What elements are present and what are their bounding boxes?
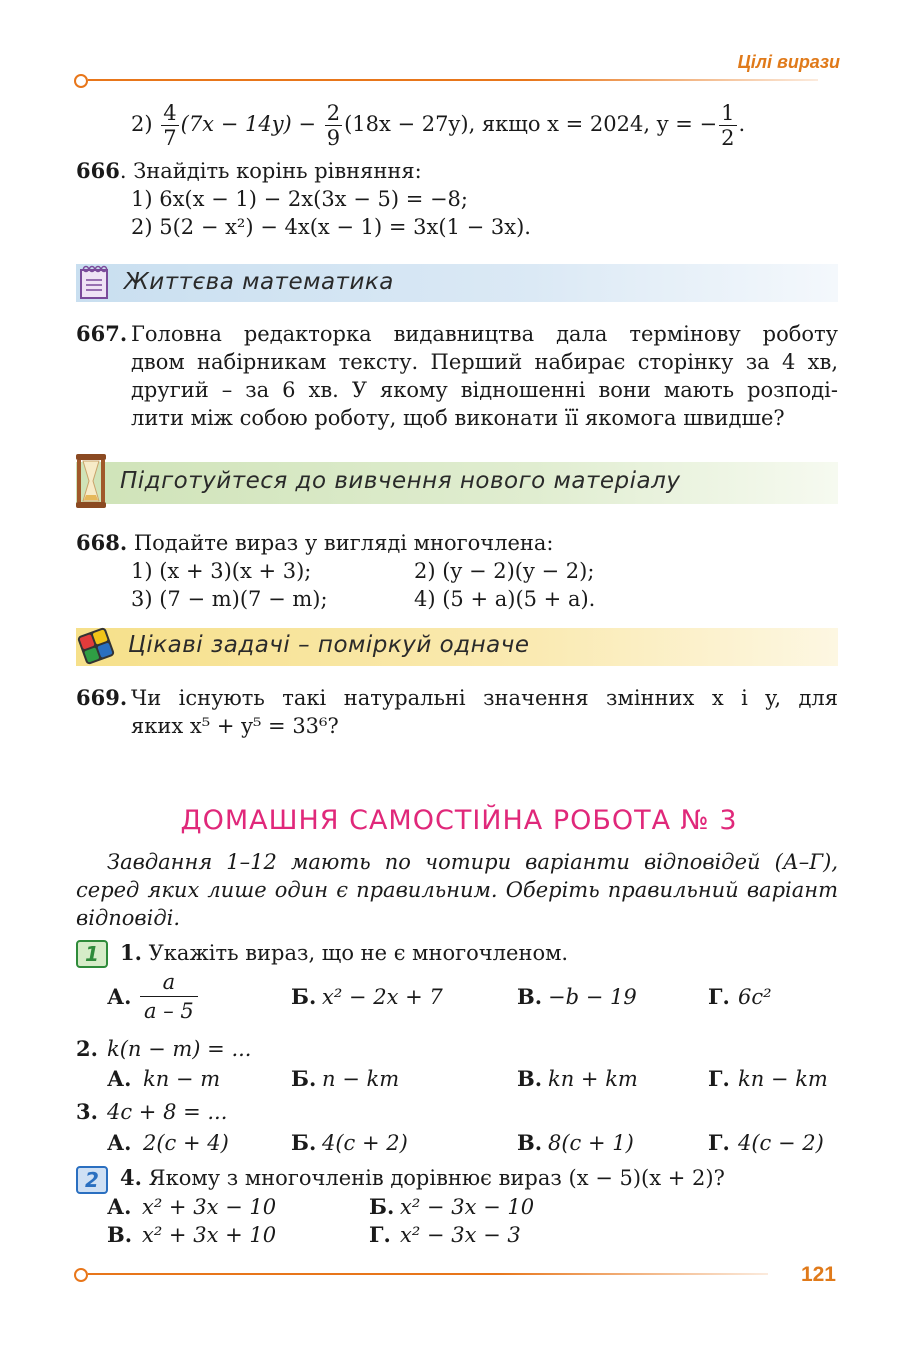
fraction-numerator: a — [162, 970, 176, 994]
option-a-value: 2(c + 4) — [143, 1131, 229, 1155]
homework-intro-line-2: серед яких лише один є правильним. Оберіть правильний варіант — [76, 878, 838, 902]
option-b-label: Б. — [369, 1194, 395, 1219]
section-band-prepare — [76, 462, 838, 504]
notebook-icon — [78, 264, 110, 300]
running-header-title: Цілі вирази — [737, 52, 840, 72]
option-d-label: Г. — [708, 1066, 730, 1091]
page-number: 121 — [800, 1263, 836, 1286]
exercise-number: 667. — [76, 321, 128, 346]
option-c-label: В. — [517, 1066, 543, 1091]
exercise-text: Подайте вираз у вигляді многочлена: — [133, 531, 554, 555]
option-d-label: Г. — [369, 1222, 391, 1247]
exercise-667-line-4: лити між собою роботу, щоб виконати її якомога швидше? — [131, 406, 785, 430]
fraction: $\frac{2}{9}$ — [326, 101, 341, 150]
option-c-value: kn + km — [548, 1067, 638, 1091]
expression-part: (18x − 27y), якщо x = 2024, y = − — [344, 112, 718, 136]
option-b-label: Б. — [291, 1066, 317, 1091]
top-rule-dot — [74, 74, 88, 88]
question-number: 3. — [76, 1099, 98, 1124]
question-1 — [120, 939, 568, 967]
question-number: 1. — [120, 940, 142, 965]
exercise-669-line-2: яких x⁵ + y⁵ = 33⁶? — [131, 714, 339, 738]
level-2-badge: 2 — [76, 1166, 108, 1194]
expression-part: (7x − 14y) − — [180, 112, 317, 136]
option-c-value: 8(c + 1) — [548, 1131, 634, 1155]
option-b-label: Б. — [291, 984, 317, 1009]
question-number: 4. — [120, 1165, 142, 1190]
bottom-rule — [88, 1273, 768, 1275]
question-text: Укажіть вираз, що не є многочленом. — [148, 941, 569, 965]
option-a-label: А. — [107, 1066, 132, 1091]
section-band-label: Підготуйтеся до вивчення нового матеріалу — [120, 468, 681, 494]
exercise-666-heading — [76, 157, 422, 185]
option-b-value: x² − 2x + 7 — [322, 985, 443, 1009]
fraction: $\frac{4}{7}$ — [163, 101, 177, 150]
option-a-fraction — [140, 968, 198, 1025]
option-d-value: x² − 3x − 3 — [400, 1223, 521, 1247]
exercise-667-line-1: Головна редакторка видавництва дала термінову роботу — [131, 322, 838, 346]
section-band-fun-problems — [76, 628, 838, 666]
option-d-label: Г. — [708, 984, 730, 1009]
option-a-label: А. — [107, 984, 132, 1009]
exercise-number: 669. — [76, 685, 128, 710]
question-4 — [120, 1164, 725, 1192]
exercise-667-line-3: другий – за 6 хв. У якому відношенні вони мають розподі- — [131, 378, 838, 402]
option-b-value: 4(c + 2) — [322, 1131, 408, 1155]
option-d-value: 6c² — [738, 985, 772, 1009]
exercise-668-item-2: 2) (y − 2)(y − 2); — [414, 559, 595, 583]
exercise-668-item-1: 1) (x + 3)(x + 3); — [131, 559, 312, 583]
option-a-label: А. — [107, 1130, 132, 1155]
top-rule — [88, 79, 818, 81]
option-c-label: В. — [107, 1222, 133, 1247]
exercise-668-item-4: 4) (5 + a)(5 + a). — [414, 587, 596, 611]
hourglass-icon — [74, 452, 108, 510]
question-number: 2. — [76, 1036, 98, 1061]
homework-intro-line-1: Завдання 1–12 мають по чотири варіанти відповідей (А–Г), — [107, 850, 838, 874]
exercise-668-heading — [76, 529, 554, 557]
option-d-value: kn − km — [738, 1067, 828, 1091]
option-c-label: В. — [517, 984, 543, 1009]
bottom-rule-dot — [74, 1268, 88, 1282]
option-b-value: x² − 3x − 10 — [400, 1195, 535, 1219]
option-a-value: x² + 3x − 10 — [142, 1195, 277, 1219]
exercise-667-line-2: двом набірникам тексту. Перший набирає сторінку за 4 хв, — [131, 350, 838, 374]
question-text: 4c + 8 = ... — [107, 1100, 228, 1124]
fraction-denominator: a – 5 — [140, 996, 198, 1025]
option-d-label: Г. — [708, 1130, 730, 1155]
homework-intro-line-3: відповіді. — [76, 906, 181, 930]
question-text: k(n − m) = ... — [107, 1037, 252, 1061]
exercise-666-item-1: 1) 6x(x − 1) − 2x(3x − 5) = −8; — [131, 187, 468, 211]
item-label: 2) — [131, 112, 153, 136]
question-text: Якому з многочленів дорівнює вираз (x − 5)(x + 2)? — [148, 1166, 725, 1190]
option-a-label: А. — [107, 1194, 132, 1219]
exercise-number: 668. — [76, 530, 128, 555]
option-c-value: x² + 3x + 10 — [142, 1223, 277, 1247]
exercise-668-item-3: 3) (7 − m)(7 − m); — [131, 587, 328, 611]
option-b-label: Б. — [291, 1130, 317, 1155]
rubik-cube-icon — [76, 626, 116, 666]
exercise-665-part2 — [131, 94, 745, 154]
option-c-value: −b − 19 — [548, 985, 637, 1009]
option-d-value: 4(c − 2) — [738, 1131, 824, 1155]
section-band-label: Цікаві задачі – поміркуй одначе — [128, 632, 530, 658]
homework-title: ДОМАШНЯ САМОСТІЙНА РОБОТА № 3 — [180, 805, 738, 836]
option-b-value: n − km — [322, 1067, 400, 1091]
fraction: $\frac{1}{2}$ — [721, 101, 735, 150]
level-1-badge: 1 — [76, 940, 108, 968]
section-band-life-math — [76, 264, 838, 302]
section-band-label: Життєва математика — [124, 269, 394, 295]
expression-end: . — [738, 112, 746, 136]
exercise-666-item-2: 2) 5(2 − x²) − 4x(x − 1) = 3x(1 − 3x). — [131, 215, 531, 239]
exercise-number: 666 — [76, 158, 120, 183]
exercise-669-line-1: Чи існують такі натуральні значення змінних x і y, для — [131, 686, 838, 710]
exercise-text: . Знайдіть корінь рівняння: — [119, 159, 422, 183]
option-c-label: В. — [517, 1130, 543, 1155]
option-a-value: kn − m — [143, 1067, 221, 1091]
